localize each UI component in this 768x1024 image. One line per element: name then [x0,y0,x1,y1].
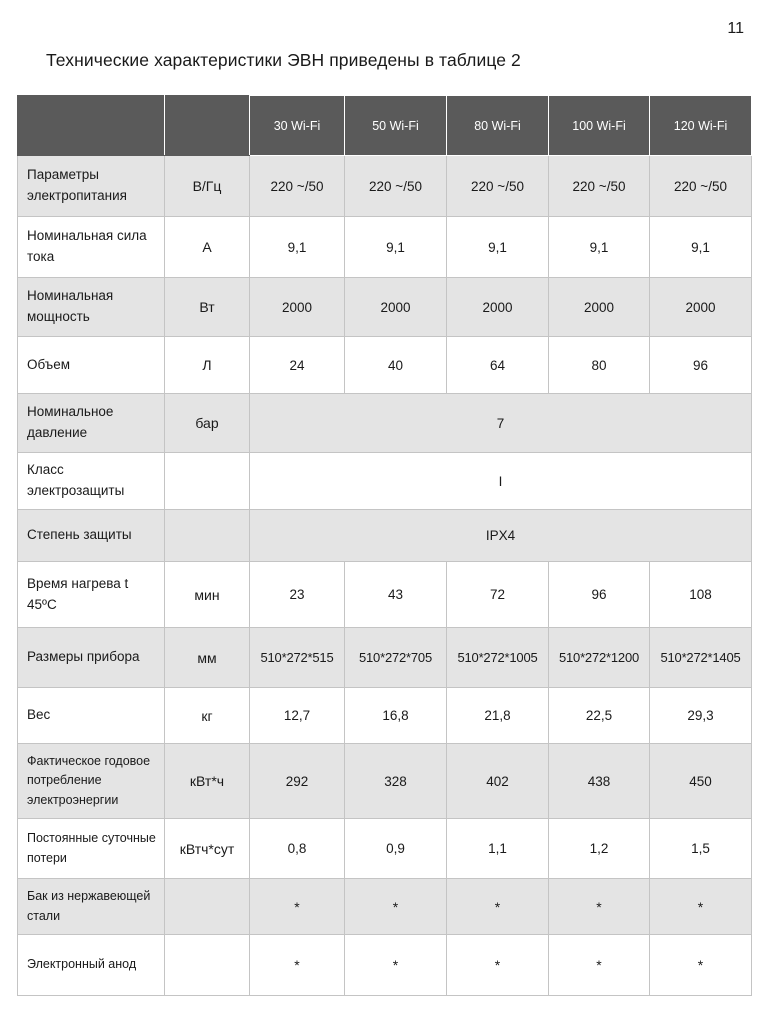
value-cell: 2000 [345,278,447,337]
value-cell: 1,1 [447,819,549,879]
param-label: Постоянные суточные потери [18,819,165,879]
value-cell: 9,1 [345,217,447,278]
value-cell: * [549,879,650,935]
unit-cell: А [165,217,250,278]
param-label: Размеры прибора [18,628,165,688]
param-label: Объем [18,337,165,394]
value-cell: 72 [447,562,549,628]
value-cell: 9,1 [250,217,345,278]
value-cell: 1,5 [650,819,752,879]
value-cell: 80 [549,337,650,394]
header-unit-cell [165,96,250,156]
header-model-50: 50 Wi-Fi [345,96,447,156]
value-cell: 220 ~/50 [250,156,345,217]
header-model-120: 120 Wi-Fi [650,96,752,156]
table-row [18,337,752,394]
unit-cell: кВт*ч [165,744,250,819]
unit-cell: Вт [165,278,250,337]
value-cell: * [549,935,650,996]
value-cell: 292 [250,744,345,819]
value-cell: 22,5 [549,688,650,744]
table-row [18,510,752,562]
merged-value-cell: IPX4 [250,510,752,562]
value-cell: 40 [345,337,447,394]
value-cell: 220 ~/50 [549,156,650,217]
value-cell: 2000 [650,278,752,337]
value-cell: 23 [250,562,345,628]
value-cell: 9,1 [650,217,752,278]
param-label: Степень защиты [18,510,165,562]
unit-cell: мм [165,628,250,688]
header-model-30: 30 Wi-Fi [250,96,345,156]
merged-value-cell: 7 [250,394,752,453]
value-cell: * [345,935,447,996]
value-cell: 438 [549,744,650,819]
page-number: 11 [727,20,744,37]
value-cell: 64 [447,337,549,394]
value-cell: 9,1 [549,217,650,278]
value-cell: 220 ~/50 [345,156,447,217]
param-label: Номинальное давление [18,394,165,453]
value-cell: 96 [549,562,650,628]
value-cell: 0,8 [250,819,345,879]
unit-cell [165,510,250,562]
table-row [18,688,752,744]
value-cell: * [250,879,345,935]
value-cell: 12,7 [250,688,345,744]
value-cell: * [345,879,447,935]
param-label: Электронный анод [18,935,165,996]
value-cell: 2000 [549,278,650,337]
value-cell: 1,2 [549,819,650,879]
table-row [18,562,752,628]
value-cell: 220 ~/50 [447,156,549,217]
value-cell: 29,3 [650,688,752,744]
unit-cell [165,935,250,996]
header-model-80: 80 Wi-Fi [447,96,549,156]
param-label: Вес [18,688,165,744]
value-cell: 402 [447,744,549,819]
value-cell: * [447,879,549,935]
value-cell: 2000 [250,278,345,337]
param-label: Номинальная сила тока [18,217,165,278]
value-cell: 328 [345,744,447,819]
value-cell: * [447,935,549,996]
value-cell: 220 ~/50 [650,156,752,217]
value-cell: 510*272*1005 [447,628,549,688]
page-title: Технические характеристики ЭВН приведены в таблице 2 [46,50,521,70]
merged-value-cell: I [250,453,752,510]
param-label: Время нагрева t 45ºС [18,562,165,628]
value-cell: 0,9 [345,819,447,879]
table-row [18,819,752,879]
value-cell: * [650,879,752,935]
table-row [18,394,752,453]
specifications-table [17,95,752,996]
table-header-row [18,96,752,156]
param-label: Класс электрозащиты [18,453,165,510]
value-cell: 24 [250,337,345,394]
header-model-100: 100 Wi-Fi [549,96,650,156]
unit-cell [165,453,250,510]
value-cell: * [650,935,752,996]
value-cell: 21,8 [447,688,549,744]
value-cell: 510*272*1200 [549,628,650,688]
param-label: Номинальная мощность [18,278,165,337]
value-cell: 108 [650,562,752,628]
table-row [18,278,752,337]
table-row [18,156,752,217]
value-cell: 43 [345,562,447,628]
table-row [18,628,752,688]
param-label: Параметры электропитания [18,156,165,217]
table-row [18,744,752,819]
value-cell: 2000 [447,278,549,337]
value-cell: 16,8 [345,688,447,744]
param-label: Бак из нержавеющей стали [18,879,165,935]
table-row [18,935,752,996]
unit-cell: бар [165,394,250,453]
value-cell: * [250,935,345,996]
value-cell: 510*272*515 [250,628,345,688]
unit-cell: Л [165,337,250,394]
table-row [18,879,752,935]
unit-cell: кг [165,688,250,744]
value-cell: 450 [650,744,752,819]
param-label: Фактическое годовое потребление электроэнергии [18,744,165,819]
unit-cell [165,879,250,935]
table-row [18,217,752,278]
value-cell: 9,1 [447,217,549,278]
table-row [18,453,752,510]
value-cell: 96 [650,337,752,394]
value-cell: 510*272*1405 [650,628,752,688]
unit-cell: В/Гц [165,156,250,217]
value-cell: 510*272*705 [345,628,447,688]
unit-cell: мин [165,562,250,628]
header-param-cell [18,96,165,156]
unit-cell: кВтч*сут [165,819,250,879]
